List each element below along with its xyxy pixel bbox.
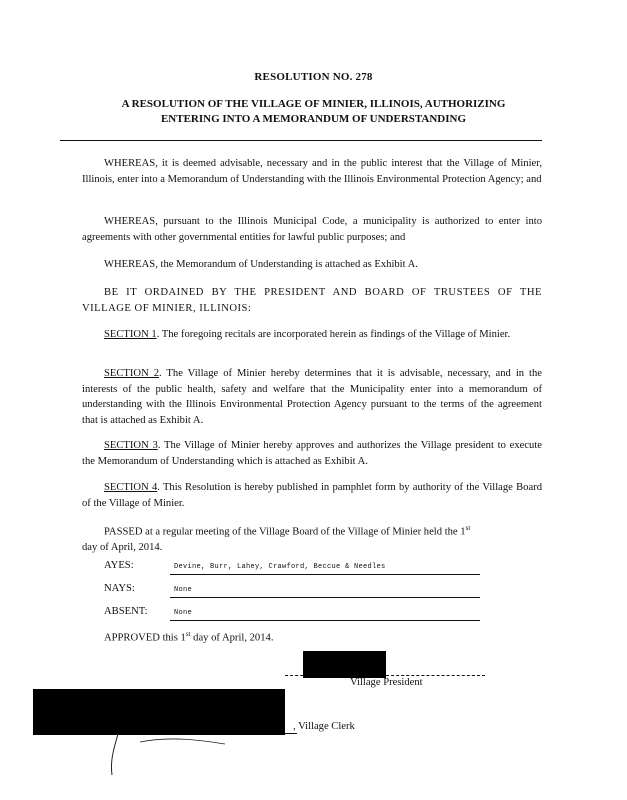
section-3-text: . The Village of Minier hereby approves and authorizes the Village president to execute the Memorandum of Understanding which is attached as Exhibit A. <box>82 440 542 467</box>
section-4-label: SECTION 4 <box>104 482 158 493</box>
resolution-title: RESOLUTION NO. 278 <box>254 71 373 83</box>
section-1-label: SECTION 1 <box>104 329 157 340</box>
nays-value: None <box>170 586 480 598</box>
absent-value: None <box>170 609 480 621</box>
ayes-label: AYES: <box>104 560 134 571</box>
approved-date-text: day of April, 2014. <box>190 632 274 644</box>
signature-scribble-icon <box>100 730 240 780</box>
approved-text: APPROVED this 1 <box>104 632 186 644</box>
resolution-subtitle-line1: A RESOLUTION OF THE VILLAGE OF MINIER, ILLINOIS, AUTHORIZING <box>121 98 506 110</box>
whereas-2-text: WHEREAS, pursuant to the Illinois Municipal Code, a municipality is authorized to enter into agreements with other governmental entities for lawful public purposes; and <box>82 216 542 243</box>
section-4-text: . This Resolution is hereby published in pamphlet form by authority of the Village Board of the Village of Minier. <box>82 482 542 509</box>
president-label: Village President <box>350 677 423 688</box>
section-2-label: SECTION 2 <box>104 368 159 379</box>
section-2-text: . The Village of Minier hereby determines that it is advisable, necessary, and in the interests of the public health, safety and welfare that the Municipality enter into a memorandum of understanding with the Illinois Environmental Protection Agency pursuant to the terms of the agreement that is attached as Exhibit A. <box>82 368 542 426</box>
resolution-subtitle-line2: ENTERING INTO A MEMORANDUM OF UNDERSTANDING <box>160 113 467 125</box>
section-3-label: SECTION 3 <box>104 440 158 451</box>
ayes-value: Devine, Burr, Lahey, Crawford, Beccue & Needles <box>170 563 480 575</box>
absent-label: ABSENT: <box>104 606 148 617</box>
whereas-3-text: WHEREAS, the Memorandum of Understanding is attached as Exhibit A. <box>104 259 418 270</box>
approved-line <box>104 630 273 644</box>
section-4-paragraph <box>82 480 542 511</box>
whereas-paragraph-3 <box>82 257 542 273</box>
clerk-label: , Village Clerk <box>293 721 355 732</box>
section-1-paragraph <box>82 327 542 343</box>
passed-text: PASSED at a regular meeting of the Village Board of the Village of Minier held the 1 <box>104 526 466 538</box>
passed-paragraph <box>82 521 502 556</box>
passed-date-text: day of April, 2014. <box>82 542 163 554</box>
section-2-paragraph <box>82 366 542 428</box>
clerk-signature-line <box>285 733 297 734</box>
ordained-text: BE IT ORDAINED BY THE PRESIDENT AND BOARD OF TRUSTEES OF THE VILLAGE OF MINIER, ILLINOIS: <box>82 287 542 314</box>
nays-label: NAYS: <box>104 583 135 594</box>
section-1-text: . The foregoing recitals are incorporated herein as findings of the Village of Minier. <box>156 329 511 340</box>
section-3-paragraph <box>82 438 542 469</box>
header-rule <box>60 140 542 141</box>
redaction-block-clerk <box>33 689 285 735</box>
redaction-block-president <box>303 651 386 678</box>
whereas-paragraph-2 <box>82 214 542 245</box>
approved-ordinal: st <box>185 630 191 638</box>
whereas-paragraph-1 <box>82 156 542 187</box>
whereas-1-text: WHEREAS, it is deemed advisable, necessary and in the public interest that the Village of Minier, Illinois, enter into a Memorandum of Understanding with the Illinois Environmental Protection Agency; and <box>82 158 542 185</box>
passed-ordinal: st <box>465 524 471 532</box>
ordained-paragraph <box>82 285 542 316</box>
